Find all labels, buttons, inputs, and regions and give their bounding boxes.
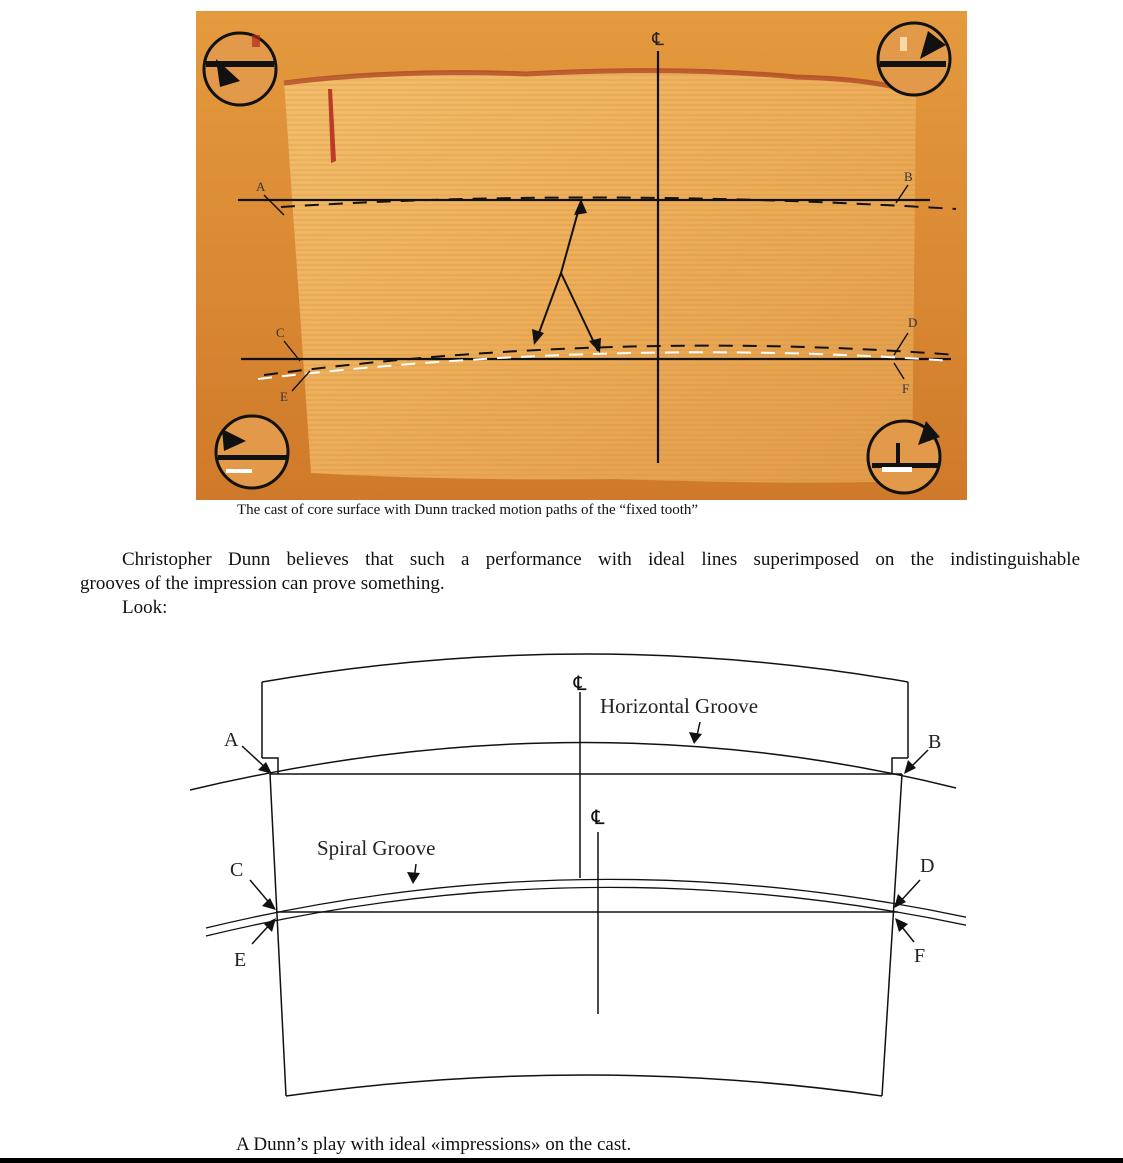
block-left-side — [270, 774, 286, 1096]
marker-e: E — [280, 389, 288, 404]
arrow-head — [895, 918, 908, 932]
body-paragraph — [80, 548, 1080, 620]
spiral-groove-label: Spiral Groove — [317, 836, 436, 860]
arrow-head — [262, 898, 276, 910]
block-bottom-arc — [286, 1075, 882, 1096]
paragraph-line: Look: — [122, 597, 168, 618]
inset-top-left — [204, 33, 276, 105]
marker-f: F — [914, 945, 926, 967]
inset-bottom-left — [216, 416, 288, 488]
inset-bottom-right — [868, 421, 940, 493]
marker-b: B — [928, 731, 942, 753]
arrow-head — [904, 760, 916, 774]
arrow-head — [689, 732, 702, 744]
centerline-symbol-upper: ℄ — [573, 673, 587, 695]
horizontal-groove-arc — [190, 742, 956, 790]
paragraph-line: Christopher Dunn believes that such a performance with ideal lines superimposed on the indistinguishable — [122, 549, 1080, 570]
marker-e: E — [234, 949, 247, 971]
spiral-groove-arc-1 — [206, 879, 966, 928]
block-right-side — [882, 774, 902, 1096]
marker-f: F — [902, 381, 910, 396]
diagram-caption: A Dunn’s play with ideal «impressions» on the cast. — [236, 1134, 632, 1155]
marker-d: D — [908, 315, 918, 330]
marker-c: C — [230, 859, 244, 881]
inset-top-right — [878, 23, 950, 95]
groove-diagram — [186, 646, 966, 1136]
arrow-head — [258, 762, 272, 774]
marker-d: D — [920, 855, 935, 877]
centerline-symbol: ℄ — [652, 29, 664, 49]
marker-b: B — [904, 169, 913, 184]
cast-photo — [196, 11, 967, 500]
paragraph-line: grooves of the impression can prove something. — [80, 573, 445, 594]
marker-a: A — [256, 179, 266, 194]
marker-a: A — [224, 729, 239, 751]
arrow-head — [407, 872, 420, 884]
horizontal-groove-label: Horizontal Groove — [600, 694, 759, 718]
arrow-head — [894, 894, 906, 908]
marker-c: C — [276, 325, 285, 340]
photo-caption: The cast of core surface with Dunn tracked motion paths of the “fixed tooth” — [237, 502, 699, 518]
bottom-rule — [0, 1158, 1123, 1163]
cast-texture — [284, 70, 916, 483]
centerline-symbol-lower: ℄ — [591, 807, 605, 829]
